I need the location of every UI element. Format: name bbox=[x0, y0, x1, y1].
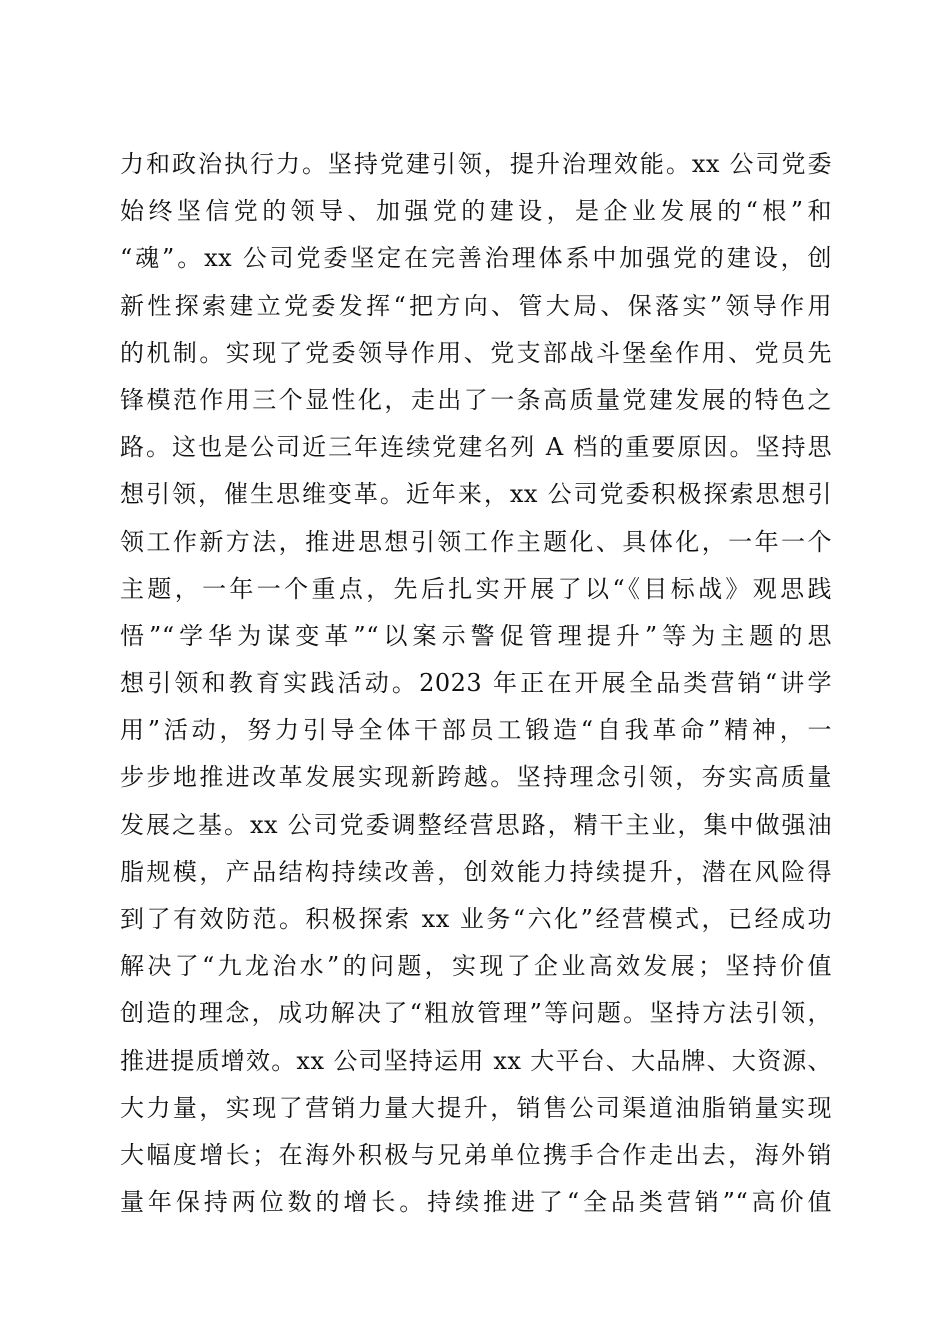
text-line: 领工作新方法，推进思想引领工作主题化、具体化，一年一个 bbox=[120, 527, 832, 556]
text-line: 创造的理念，成功解决了“粗放管理”等问题。坚持方法引领， bbox=[120, 999, 832, 1028]
text-line: 想引领和教育实践活动。2023 年正在开展全品类营销“讲学 bbox=[120, 669, 832, 698]
text-line: 推进提质增效。xx 公司坚持运用 xx 大平台、大品牌、大资源、 bbox=[120, 1046, 832, 1075]
text-line: 用”活动，努力引导全体干部员工锻造“自我革命”精神，一 bbox=[120, 716, 832, 745]
text-line: 始终坚信党的领导、加强党的建设，是企业发展的“根”和 bbox=[120, 197, 832, 226]
text-line: 步步地推进改革发展实现新跨越。坚持理念引领，夯实高质量 bbox=[120, 763, 832, 792]
text-line: 发展之基。xx 公司党委调整经营思路，精干主业，集中做强油 bbox=[120, 810, 832, 839]
text-line: 力和政治执行力。坚持党建引领，提升治理效能。xx 公司党委 bbox=[120, 150, 832, 178]
text-line: 脂规模，产品结构持续改善，创效能力持续提升，潜在风险得 bbox=[120, 857, 832, 886]
text-line: 新性探索建立党委发挥“把方向、管大局、保落实”领导作用 bbox=[120, 291, 832, 320]
text-line: 大力量，实现了营销力量大提升，销售公司渠道油脂销量实现 bbox=[120, 1093, 832, 1122]
text-line: 到了有效防范。积极探索 xx 业务“六化”经营模式，已经成功 bbox=[120, 905, 832, 933]
text-line: 悟”“学华为谋变革”“以案示警促管理提升”等为主题的思 bbox=[120, 621, 832, 650]
text-line: 大幅度增长；在海外积极与兄弟单位携手合作走出去，海外销 bbox=[120, 1140, 832, 1169]
text-line: “魂”。xx 公司党委坚定在完善治理体系中加强党的建设，创 bbox=[120, 244, 832, 273]
text-line: 的机制。实现了党委领导作用、党支部战斗堡垒作用、党员先 bbox=[120, 338, 832, 367]
text-line: 锋模范作用三个显性化，走出了一条高质量党建发展的特色之 bbox=[120, 385, 832, 414]
text-line: 路。这也是公司近三年连续党建名列 A 档的重要原因。坚持思 bbox=[120, 433, 832, 462]
body-text bbox=[120, 141, 832, 1226]
text-line: 解决了“九龙治水”的问题，实现了企业高效发展；坚持价值 bbox=[120, 952, 832, 981]
text-line: 想引领，催生思维变革。近年来，xx 公司党委积极探索思想引 bbox=[120, 480, 832, 509]
text-line: 量年保持两位数的增长。持续推进了“全品类营销”“高价值 bbox=[120, 1188, 832, 1217]
text-line: 主题，一年一个重点，先后扎实开展了以“《目标战》观思践 bbox=[120, 574, 832, 603]
